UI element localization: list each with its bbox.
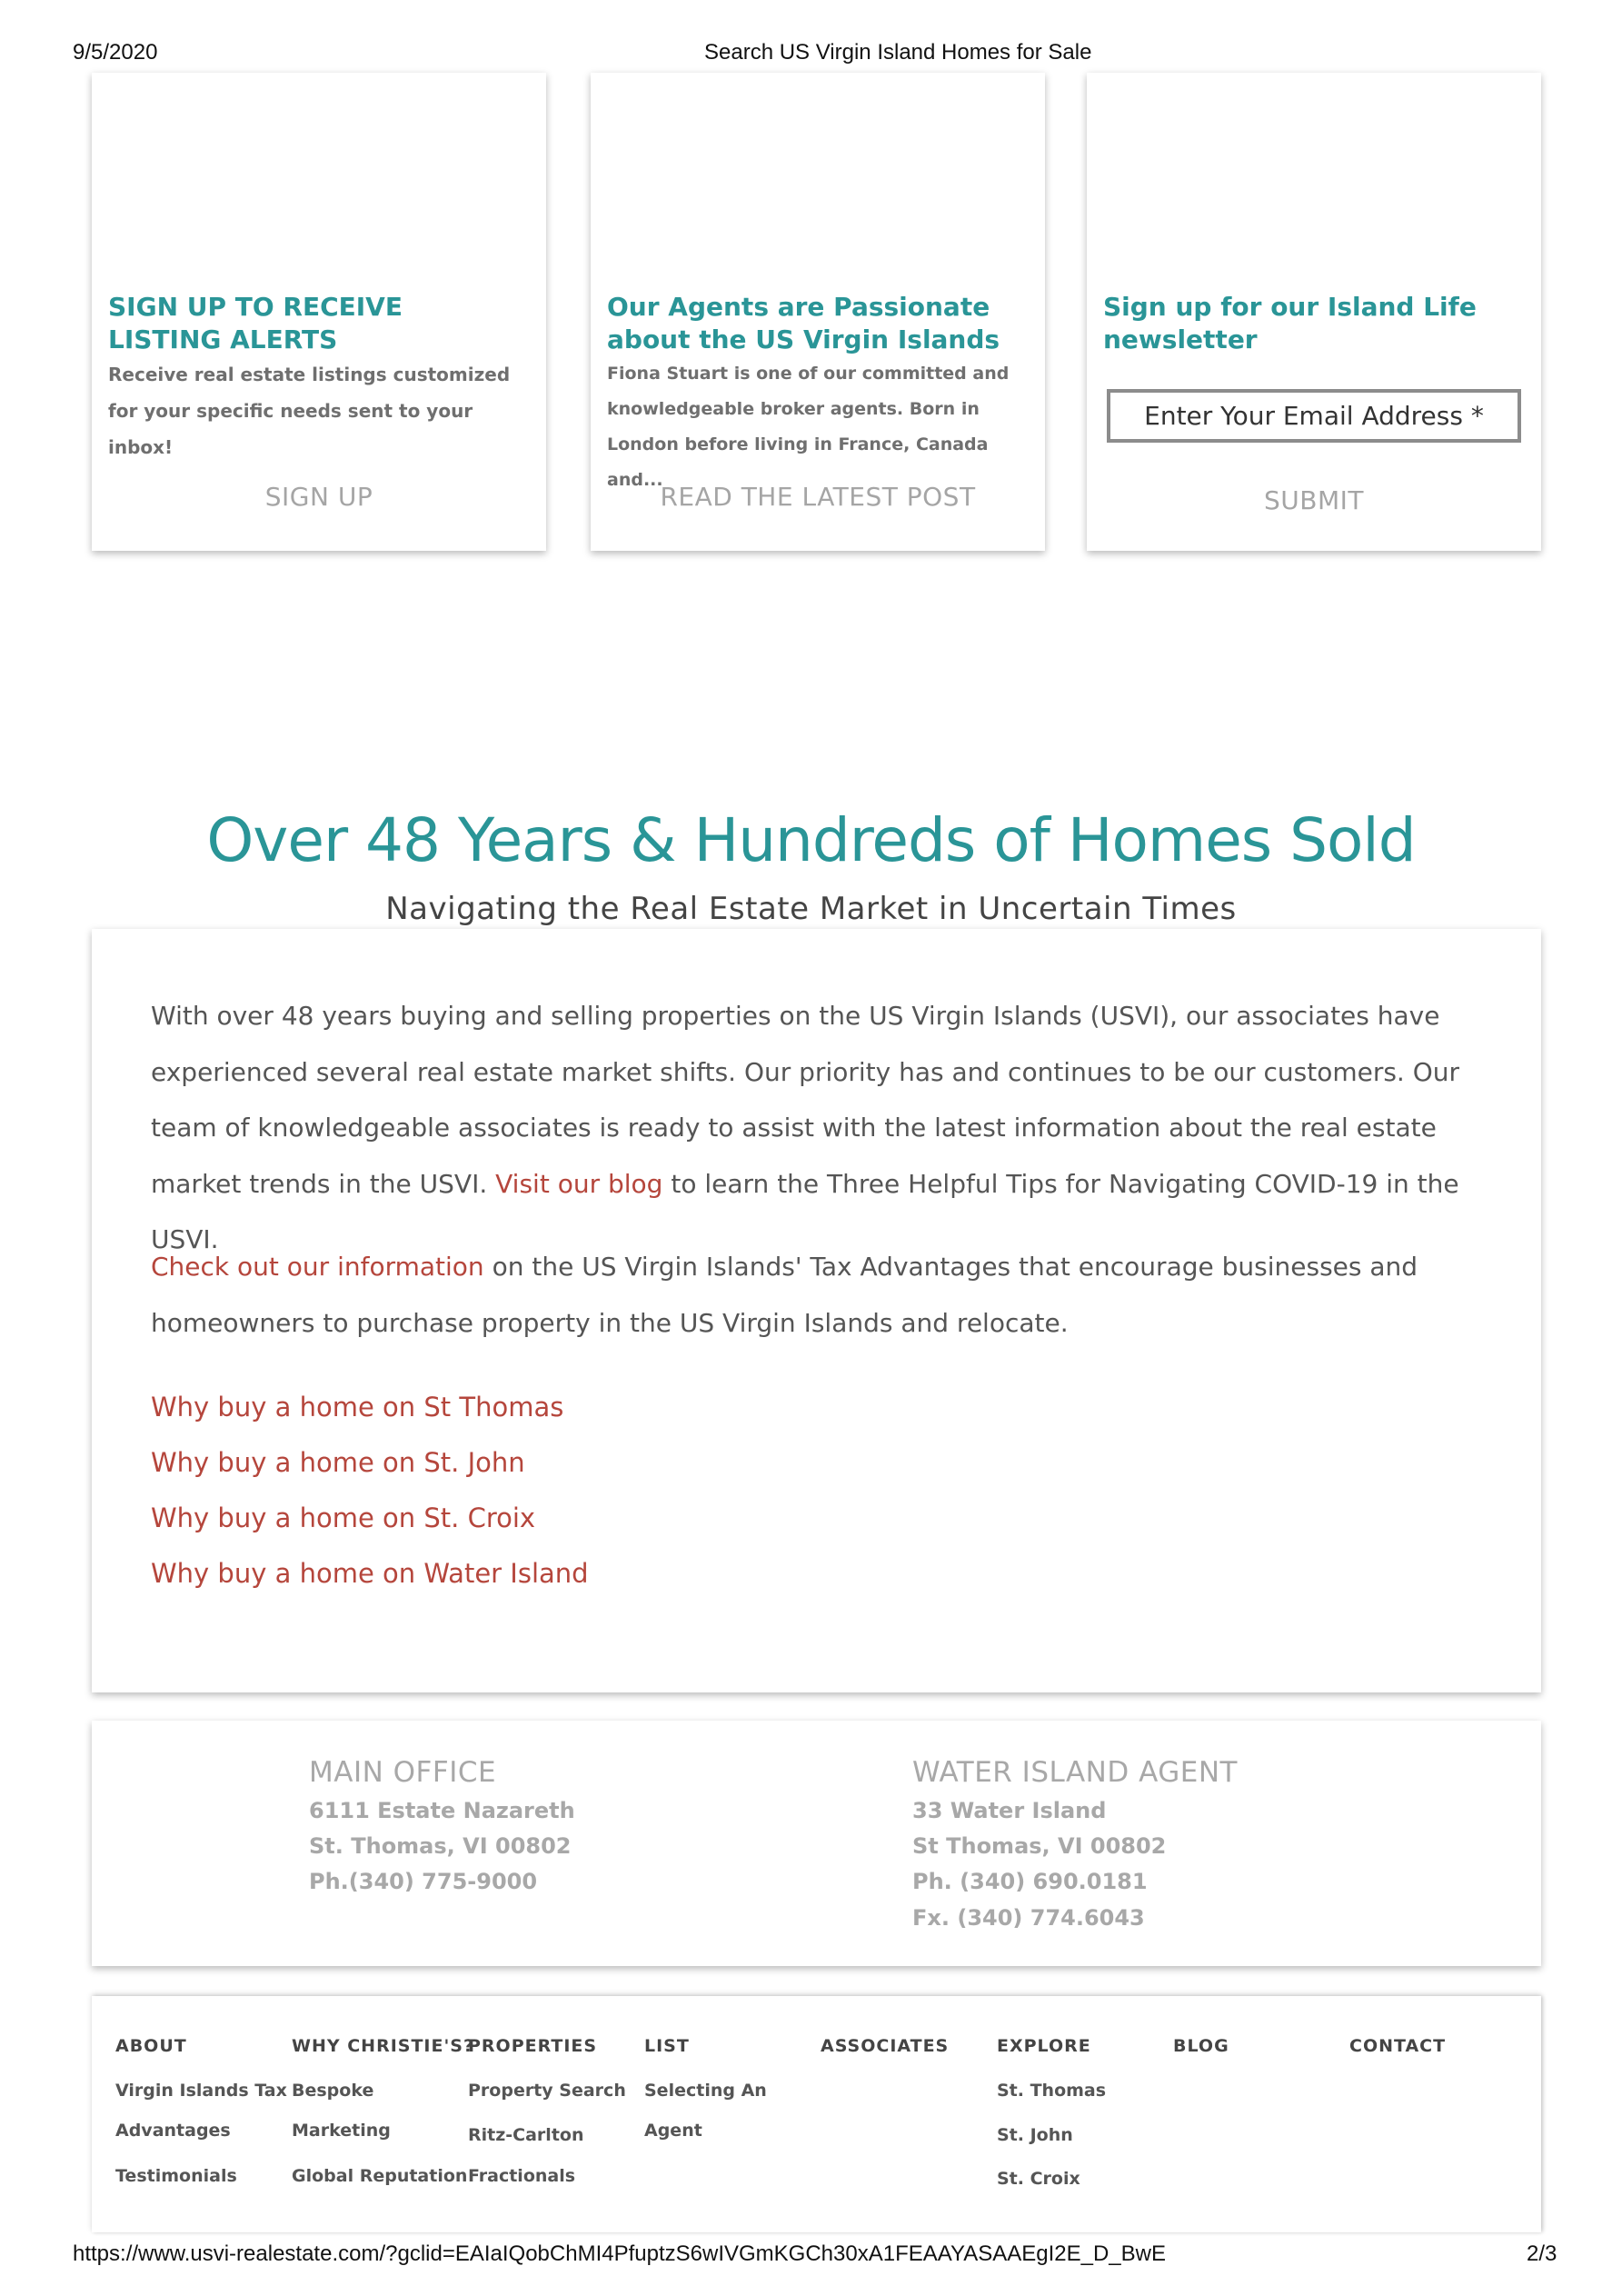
print-page-number: 2/3	[1527, 2241, 1557, 2267]
tax-text: on the US Virgin Islands' Tax Advantages that encourage businesses and homeowners to purchase property in the US Virgin Islands and relocate.	[151, 1252, 1418, 1338]
main-office-phone: Ph.(340) 775-9000	[309, 1869, 537, 1894]
nav-item-st-john[interactable]: St. John	[997, 2125, 1073, 2145]
nav-item-selecting-an[interactable]: Selecting An	[644, 2081, 767, 2101]
intro-paragraph	[151, 988, 1478, 1268]
print-page-title: Search US Virgin Island Homes for Sale	[704, 40, 1091, 65]
why-st-john-link[interactable]: Why buy a home on St. John	[151, 1447, 525, 1478]
tax-info-link[interactable]: Check out our information	[151, 1252, 484, 1282]
agents-card	[591, 73, 1045, 551]
tax-paragraph	[151, 1239, 1478, 1351]
agents-title: Our Agents are Passionate about the US Virgin Islands	[607, 291, 1034, 356]
main-office-city: St. Thomas, VI 00802	[309, 1833, 572, 1859]
why-water-island-link[interactable]: Why buy a home on Water Island	[151, 1558, 589, 1589]
nav-about[interactable]: ABOUT	[115, 2036, 187, 2056]
nav-item-marketing[interactable]: Marketing	[292, 2121, 391, 2141]
water-island-address: 33 Water Island	[912, 1798, 1106, 1823]
nav-item-testimonials[interactable]: Testimonials	[115, 2166, 237, 2186]
email-input[interactable]: Enter Your Email Address *	[1107, 389, 1521, 443]
submit-button[interactable]: SUBMIT	[1087, 485, 1541, 515]
nav-item-ritz-carlton[interactable]: Ritz-Carlton	[468, 2125, 583, 2145]
intro-tail-text: to learn the Three Helpful Tips for Navigating COVID-19 in the USVI.	[151, 1169, 1459, 1255]
water-island-title: WATER ISLAND AGENT	[912, 1756, 1238, 1789]
nav-item-property-search[interactable]: Property Search	[468, 2081, 626, 2101]
nav-contact[interactable]: CONTACT	[1349, 2036, 1446, 2056]
why-st-croix-link[interactable]: Why buy a home on St. Croix	[151, 1502, 535, 1533]
main-office-title: MAIN OFFICE	[309, 1756, 496, 1789]
newsletter-title: Sign up for our Island Life newsletter	[1103, 291, 1503, 356]
water-island-phone: Ph. (340) 690.0181	[912, 1869, 1148, 1894]
nav-item-bespoke[interactable]: Bespoke	[292, 2081, 373, 2101]
nav-item-st-croix[interactable]: St. Croix	[997, 2169, 1080, 2189]
water-island-city: St Thomas, VI 00802	[912, 1833, 1166, 1859]
water-island-fax: Fx. (340) 774.6043	[912, 1905, 1145, 1931]
nav-associates[interactable]: ASSOCIATES	[821, 2036, 949, 2056]
nav-item-st-thomas[interactable]: St. Thomas	[997, 2081, 1106, 2101]
page-headline: Over 48 Years & Hundreds of Homes Sold	[0, 805, 1622, 875]
nav-properties[interactable]: PROPERTIES	[468, 2036, 597, 2056]
listing-alerts-card	[92, 73, 546, 551]
visit-blog-link[interactable]: Visit our blog	[495, 1169, 662, 1199]
print-date: 9/5/2020	[73, 40, 157, 65]
read-latest-post-link[interactable]: READ THE LATEST POST	[591, 482, 1045, 512]
nav-item-agent[interactable]: Agent	[644, 2121, 702, 2141]
newsletter-card	[1087, 73, 1541, 551]
nav-item-advantages[interactable]: Advantages	[115, 2121, 231, 2141]
sign-up-link[interactable]: SIGN UP	[92, 482, 546, 512]
nav-list[interactable]: LIST	[644, 2036, 690, 2056]
nav-item-fractionals[interactable]: Fractionals	[468, 2166, 575, 2186]
main-office-address: 6111 Estate Nazareth	[309, 1798, 575, 1823]
print-url: https://www.usvi-realestate.com/?gclid=EAIaIQobChMI4PfuptzS6wIVGmKGCh30xA1FEAAYASAAEgI2E_D_BwE	[73, 2241, 1166, 2267]
intro-text: With over 48 years buying and selling properties on the US Virgin Islands (USVI), our associates have experienced several real estate market shifts. Our priority has and continues to be our customers. Our team of knowledgeable associates is ready to assist with the latest information about the real estate market trends in the USVI.	[151, 1001, 1459, 1199]
listing-alerts-title: SIGN UP TO RECEIVE LISTING ALERTS	[108, 291, 508, 356]
page-subheadline: Navigating the Real Estate Market in Uncertain Times	[0, 891, 1622, 927]
why-st-thomas-link[interactable]: Why buy a home on St Thomas	[151, 1392, 563, 1423]
nav-why-christies[interactable]: WHY CHRISTIE'S?	[292, 2036, 474, 2056]
nav-explore[interactable]: EXPLORE	[997, 2036, 1091, 2056]
nav-item-tax[interactable]: Virgin Islands Tax	[115, 2081, 287, 2101]
nav-blog[interactable]: BLOG	[1173, 2036, 1229, 2056]
listing-alerts-body: Receive real estate listings customized for your specific needs sent to your inbox!	[108, 356, 535, 465]
footer-nav	[92, 1996, 1541, 2232]
agents-body: Fiona Stuart is one of our committed and knowledgeable broker agents. Born in London before living in France, Canada and...	[607, 356, 1039, 498]
nav-item-global-reputation[interactable]: Global Reputation	[292, 2166, 467, 2186]
